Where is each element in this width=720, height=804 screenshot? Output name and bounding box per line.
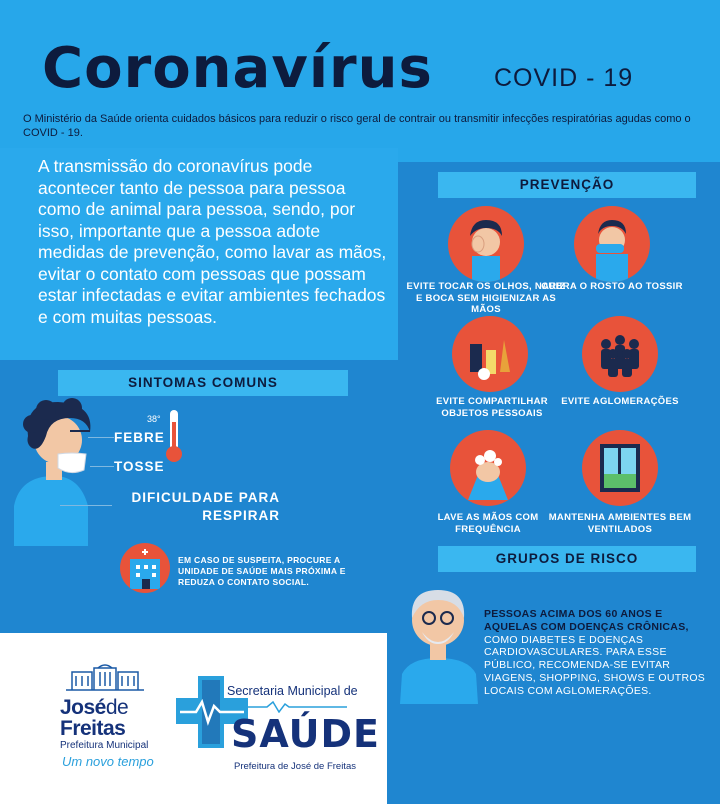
prevention-label-2: CUBRA O ROSTO AO TOSSIR bbox=[541, 281, 683, 292]
prevention-label-6: MANTENHA AMBIENTES BEM VENTILADOS bbox=[548, 512, 692, 535]
risk-text bbox=[484, 608, 712, 698]
thermometer-icon bbox=[164, 408, 184, 464]
crowd-icon bbox=[582, 316, 658, 392]
prevention-label-3: EVITE COMPARTILHAR OBJETOS PESSOAIS bbox=[436, 396, 548, 419]
window-icon bbox=[582, 430, 658, 506]
patient-illustration bbox=[10, 396, 110, 546]
symptom-line bbox=[60, 505, 112, 506]
symptom-tosse: TOSSE bbox=[114, 459, 165, 474]
risk-heading: GRUPOS DE RISCO bbox=[438, 546, 696, 572]
jose-freitas-slogan: Um novo tempo bbox=[62, 754, 154, 769]
symptoms-heading: SINTOMAS COMUNS bbox=[58, 370, 348, 396]
risk-text-body: COMO DIABETES E DOENÇAS CARDIOVASCULARES. PARA ESSE PÚBLICO, RECOMENDA-SE EVITAR VIAGENS, SHOPPING, SHOWS E OUTROS LOCAIS COM AGLOMERAÇÕES. bbox=[484, 633, 706, 697]
symptom-line bbox=[88, 437, 114, 438]
face-touch-icon bbox=[448, 206, 524, 282]
saude-wordmark: SAÚDE bbox=[231, 712, 380, 756]
jose-freitas-word-1: José bbox=[60, 696, 106, 719]
intro-text: O Ministério da Saúde orienta cuidados básicos para reduzir o risco geral de contrair ou transmitir infecções respiratórias agudas como o COVID - 19. bbox=[23, 113, 691, 139]
prevention-label-4: EVITE AGLOMERAÇÕES bbox=[561, 396, 679, 407]
symptom-respirar: DIFICULDADE PARA RESPIRAR bbox=[131, 490, 280, 523]
page-subtitle: COVID - 19 bbox=[494, 64, 634, 92]
temperature-label: 38° bbox=[147, 414, 161, 424]
jose-freitas-word-3: Freitas bbox=[60, 717, 126, 740]
symptom-febre: FEBRE bbox=[114, 430, 165, 445]
symptom-line bbox=[90, 466, 114, 467]
secretaria-label: Secretaria Municipal de bbox=[227, 684, 358, 698]
prevention-heading: PREVENÇÃO bbox=[438, 172, 696, 198]
right-panel bbox=[398, 162, 720, 804]
page-title: Coronavírus bbox=[42, 36, 433, 101]
jose-freitas-word-2: de bbox=[105, 696, 129, 719]
prevention-label-1: EVITE TOCAR OS OLHOS, NARIZ E BOCA SEM HIGIENIZAR AS MÃOS bbox=[406, 281, 566, 315]
personal-objects-icon bbox=[452, 316, 528, 392]
jose-freitas-building-logo bbox=[62, 662, 148, 692]
heartbeat-line-icon bbox=[227, 700, 347, 712]
hospital-icon bbox=[120, 543, 170, 593]
risk-text-bold: PESSOAS ACIMA DOS 60 ANOS E AQUELAS COM DOENÇAS CRÔNICAS, bbox=[484, 608, 689, 633]
transmission-text: A transmissão do coronavírus pode acontecer tanto de pessoa para pessoa como de animal para pessoa, sendo, por isso, importante que a pessoa adote medidas de prevenção, como lavar as mãos, evitar o contato com pessoas que possam estar infectadas e evitar ambientes fechados e com muitas pessoas. bbox=[38, 156, 387, 327]
hand-wash-icon bbox=[450, 430, 526, 506]
cough-icon bbox=[574, 206, 650, 282]
hospital-note: EM CASO DE SUSPEITA, PROCURE A UNIDADE DE SAÚDE MAIS PRÓXIMA E REDUZA O CONTATO SOCIAL. bbox=[178, 555, 346, 587]
elderly-illustration bbox=[398, 578, 480, 704]
prevention-label-5: LAVE AS MÃOS COM FREQUÊNCIA bbox=[437, 512, 539, 535]
jose-freitas-prefeitura: Prefeitura Municipal bbox=[60, 740, 149, 751]
secretaria-prefeitura: Prefeitura de José de Freitas bbox=[234, 761, 356, 772]
jose-freitas-name bbox=[60, 697, 128, 739]
